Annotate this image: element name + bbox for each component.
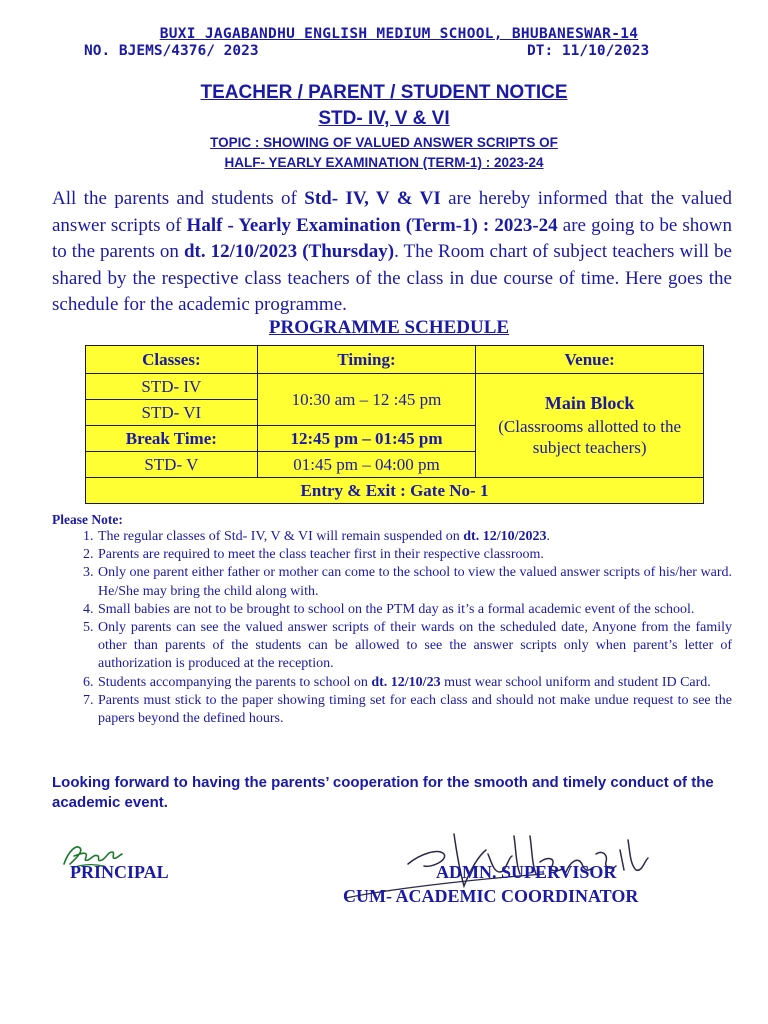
- intro-paragraph: [52, 186, 732, 319]
- list-item: 4. Small babies are not to be brought to school on the PTM day as it’s a formal academic event of the school.: [97, 601, 732, 619]
- entry-exit-gate: Entry & Exit : Gate No- 1: [86, 478, 704, 504]
- supervisor-title: ADMN. SUPERVISOR: [436, 862, 617, 882]
- intro-date: dt. 12/10/2023 (Thursday): [183, 241, 395, 262]
- table-row: [86, 374, 704, 400]
- school-name: BUXI JAGABANDHU ENGLISH MEDIUM SCHOOL, BHUBANESWAR-14: [159, 26, 639, 42]
- header-venue: Venue:: [476, 346, 704, 374]
- header-classes: Classes:: [86, 346, 258, 374]
- table-footer-row: [86, 478, 704, 504]
- table-header-row: [86, 346, 704, 374]
- note-text: The regular classes of Std- IV, V & VI will remain suspended on: [98, 529, 464, 544]
- venue-detail: (Classrooms allotted to the subject teachers): [498, 417, 681, 457]
- notes-list: [52, 528, 732, 728]
- coordinator-title: CUM- ACADEMIC COORDINATOR: [343, 886, 639, 906]
- intro-text-2: are hereby informed that the valued answer scripts of: [52, 188, 732, 236]
- venue-cell: [476, 374, 704, 478]
- timing-cell: 01:45 pm – 04:00 pm: [257, 452, 476, 478]
- class-cell: STD- IV: [86, 374, 258, 400]
- schedule-table: [85, 345, 704, 504]
- timing-cell: 10:30 am – 12 :45 pm: [257, 374, 476, 426]
- list-item: 5. Only parents can see the valued answer scripts of their wards on the scheduled date, Anyone from the family other than parents of the students can be allowed to see the answer scripts only when parent’s letter of authorization is produced at the reception.: [97, 619, 732, 674]
- venue-title: Main Block: [544, 393, 635, 413]
- list-item: 3. Only one parent either father or mother can come to the school to view the valued answer scripts of his/her ward. He/She may bring the child along with.: [97, 564, 732, 600]
- note-text: Students accompanying the parents to school on: [98, 674, 372, 690]
- notice-title: TEACHER / PARENT / STUDENT NOTICE: [200, 82, 568, 103]
- break-label: Break Time:: [86, 426, 258, 452]
- list-item: [97, 528, 732, 546]
- note-date: dt. 12/10/2023: [463, 529, 547, 544]
- standards-title: STD- IV, V & VI: [318, 108, 450, 129]
- list-item: 2. Parents are required to meet the class teacher first in their respective classroom.: [97, 546, 732, 564]
- closing-statement: Looking forward to having the parents’ cooperation for the smooth and timely conduct of the academic event.: [52, 774, 714, 811]
- note-date: dt. 12/10/23: [371, 674, 441, 690]
- intro-text-1: All the parents and students of: [52, 188, 305, 209]
- schedule-heading: PROGRAMME SCHEDULE: [268, 317, 510, 338]
- intro-standards: Std- IV, V & VI: [304, 188, 441, 209]
- notice-date: DT: 11/10/2023: [527, 43, 650, 59]
- class-cell: STD- VI: [86, 400, 258, 426]
- intro-exam: Half - Yearly Examination (Term-1) : 2023-24: [186, 214, 558, 236]
- break-timing: 12:45 pm – 01:45 pm: [257, 426, 476, 452]
- list-item: [97, 674, 732, 692]
- list-item: 7. Parents must stick to the paper showing timing set for each class and should not make undue request to see the papers beyond the defined hours.: [97, 692, 732, 728]
- topic-line-2: HALF- YEARLY EXAMINATION (TERM-1) : 2023-24: [224, 155, 544, 170]
- class-cell: STD- V: [86, 452, 258, 478]
- reference-number: NO. BJEMS/4376/ 2023: [84, 43, 259, 59]
- note-text: must wear school uniform and student ID Card.: [440, 674, 711, 690]
- notes-label: Please Note:: [52, 512, 123, 527]
- principal-title: PRINCIPAL: [70, 862, 169, 882]
- intro-text-4: . The Room chart of subject teachers will be shared by the respective class teachers of the class in due course of time. Here goes the schedule for the academic programme.: [52, 241, 732, 315]
- topic-line-1: TOPIC : SHOWING OF VALUED ANSWER SCRIPTS OF: [210, 135, 558, 150]
- note-text: .: [546, 529, 550, 544]
- header-timing: Timing:: [257, 346, 476, 374]
- intro-text-3: are going to be shown to the parents on: [52, 214, 732, 262]
